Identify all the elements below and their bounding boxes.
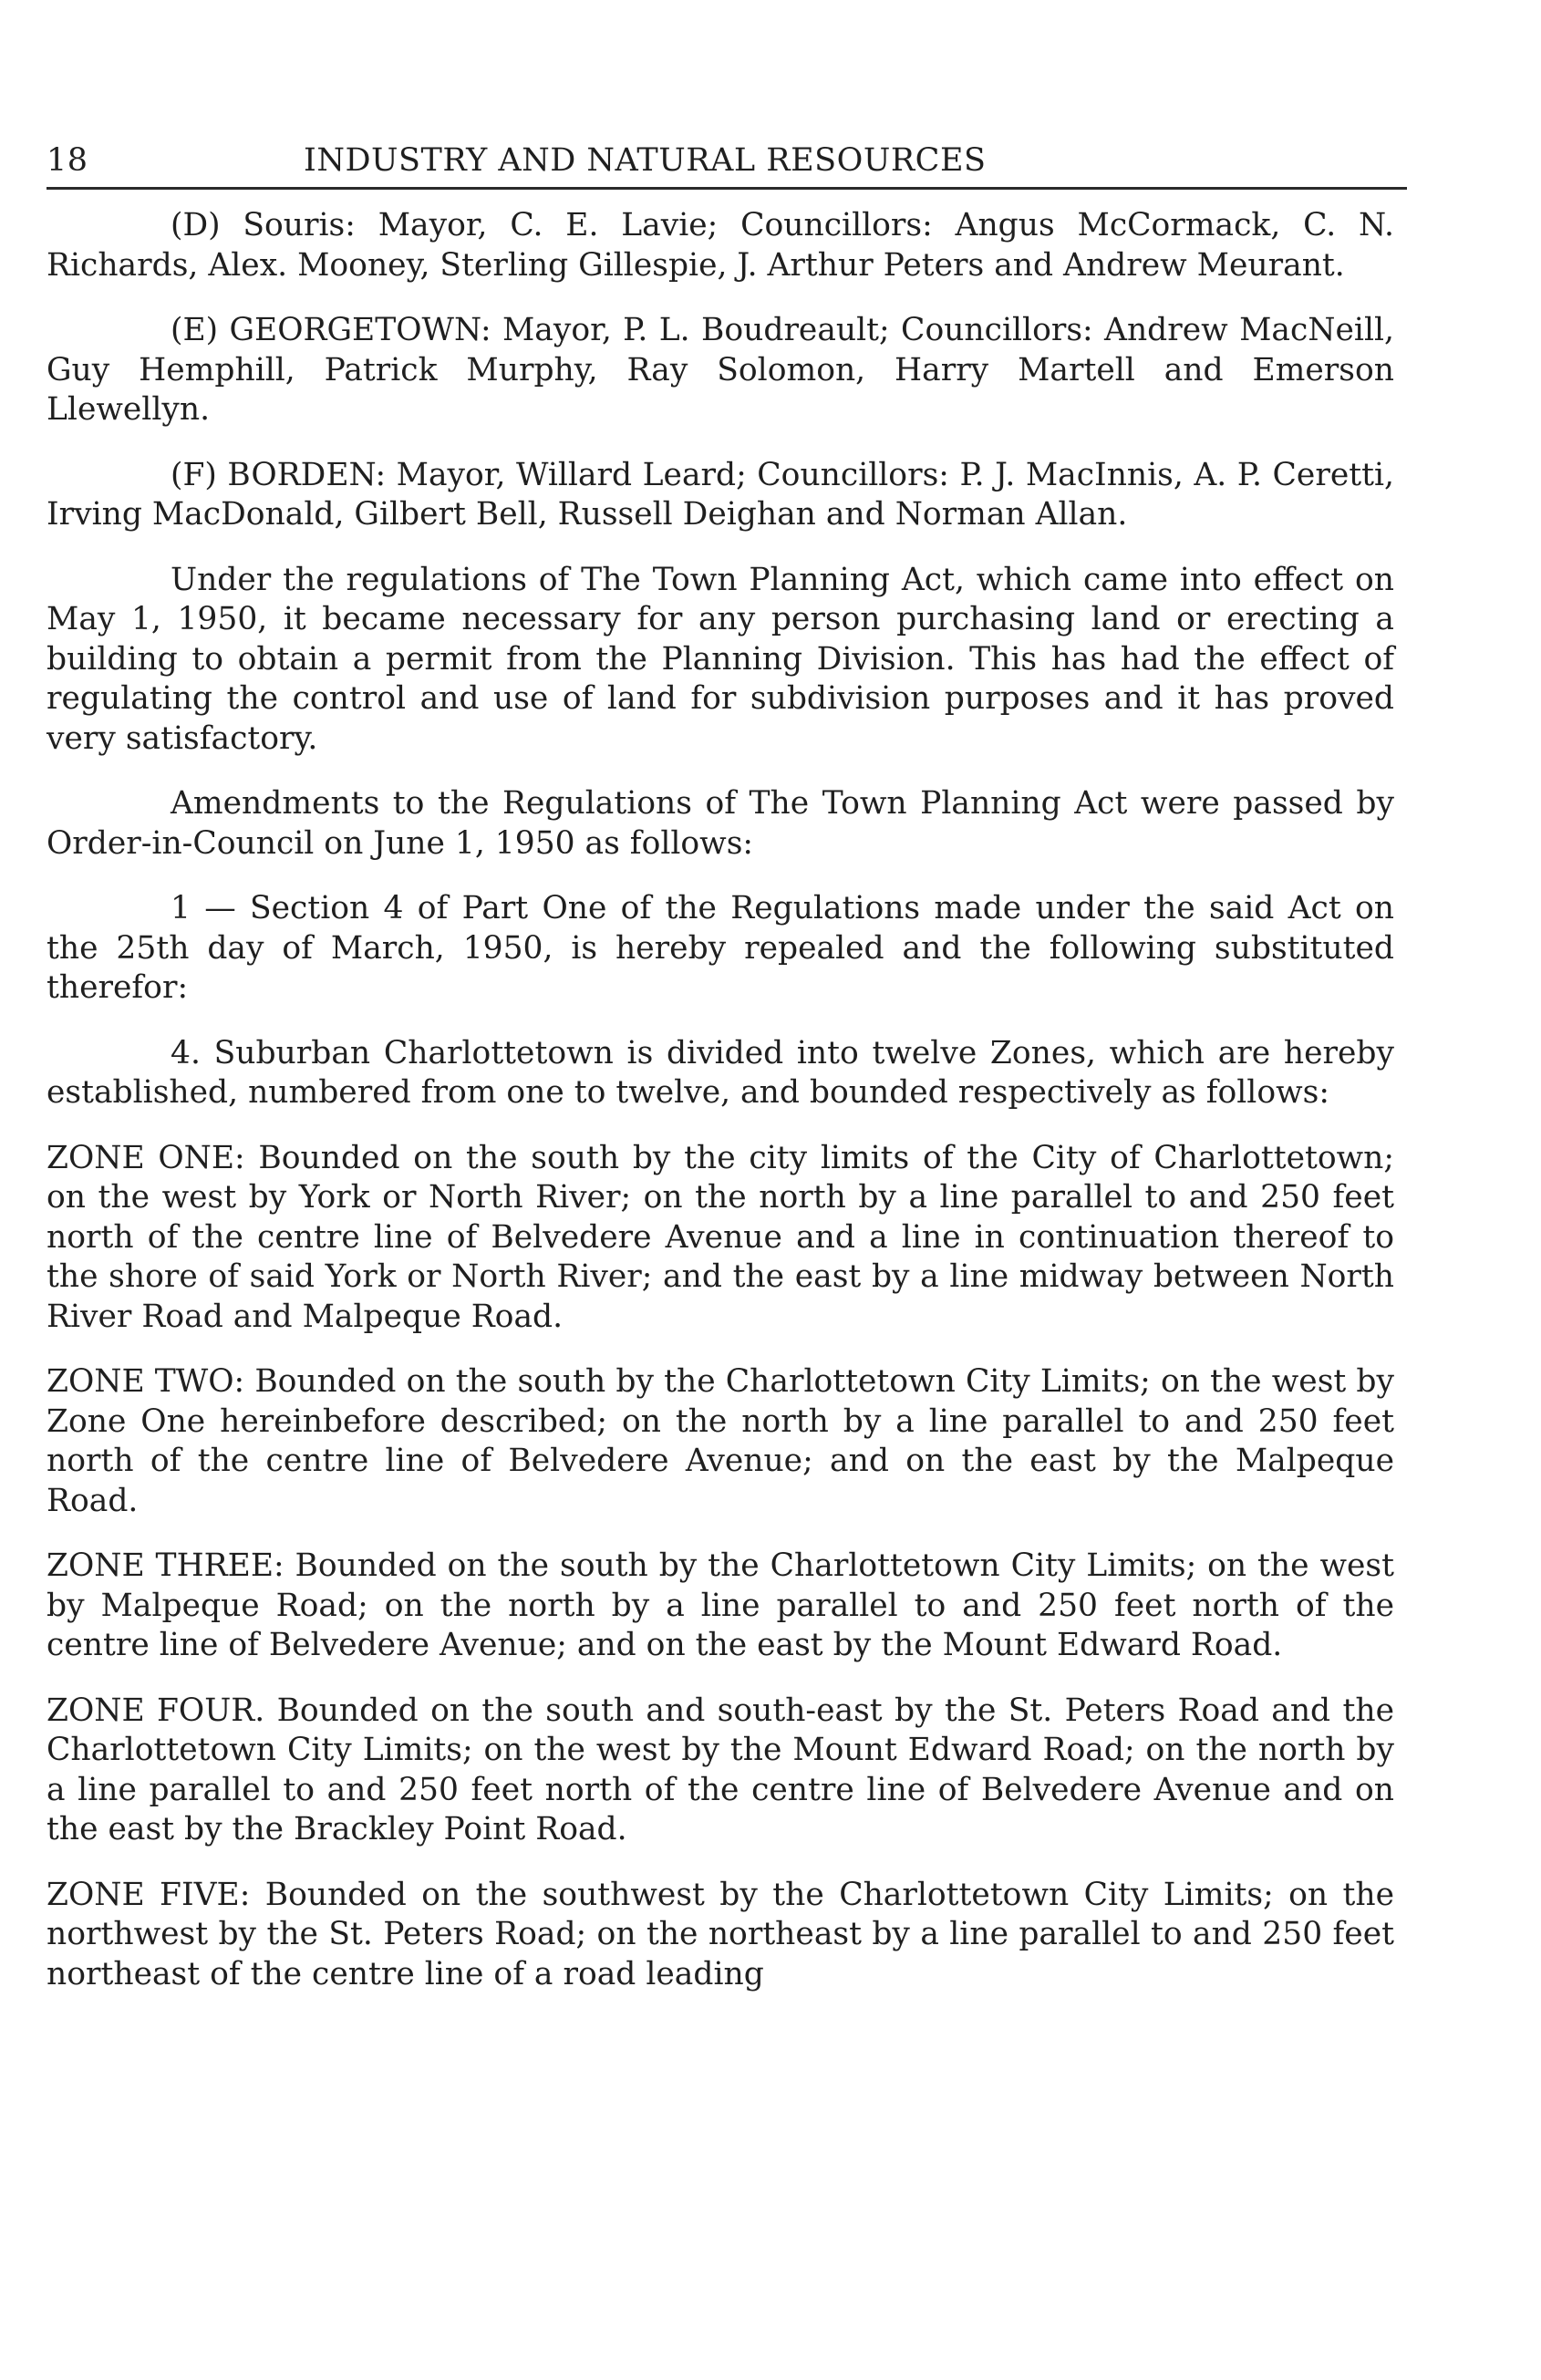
paragraph-amendments: Amendments to the Regulations of The Town Planning Act were passed by Order-in-Council on June 1, 1950 as follows:: [47, 785, 1394, 862]
paragraph-zone-one: ZONE ONE: Bounded on the south by the city limits of the City of Charlottetown; on the west by York or North River; on the north by a line parallel to and 250 feet north of the centre line of Belvedere Avenue and a line in continuation thereof to the shore of said York or North River; and the east by a line midway between North River Road and Malpeque Road.: [47, 1139, 1394, 1335]
paragraph-souris: (D) Souris: Mayor, C. E. Lavie; Councillors: Angus McCormack, C. N. Richards, Alex. Mooney, Sterling Gillespie, J. Arthur Peters and Andrew Meurant.: [47, 207, 1394, 284]
paragraph-georgetown: (E) GEORGETOWN: Mayor, P. L. Boudreault; Councillors: Andrew MacNeill, Guy Hemphill, Patrick Murphy, Ray Solomon, Harry Martell and Emerson Llewellyn.: [47, 312, 1394, 428]
header-rule: [47, 187, 1407, 190]
paragraph-zone-four: ZONE FOUR. Bounded on the south and south-east by the St. Peters Road and the Charlottetown City Limits; on the west by the Mount Edward Road; on the north by a line parallel to and 250 feet north of the centre line of Belvedere Avenue and on the east by the Brackley Point Road.: [47, 1692, 1394, 1847]
paragraph-zone-two: ZONE TWO: Bounded on the south by the Charlottetown City Limits; on the west by Zone One hereinbefore described; on the north by a line parallel to and 250 feet north of the centre line of Belvedere Avenue; and on the east by the Malpeque Road.: [47, 1363, 1394, 1519]
page-header: [47, 135, 1407, 186]
paragraph-town-planning-regulations: Under the regulations of The Town Planning Act, which came into effect on May 1, 1950, it became necessary for any person purchasing land or erecting a building to obtain a permit from the Planning Division. This has had the effect of regulating the control and use of land for subdivision purposes and it has proved very satisfactory.: [47, 561, 1394, 757]
paragraph-zone-five: ZONE FIVE: Bounded on the southwest by the Charlottetown City Limits; on the northwest by the St. Peters Road; on the northeast by a line parallel to and 250 feet northeast of the centre line of a road leading: [47, 1876, 1394, 1992]
paragraph-section-repealed: 1 — Section 4 of Part One of the Regulations made under the said Act on the 25th day of March, 1950, is hereby repealed and the following substituted therefor:: [47, 890, 1394, 1006]
paragraph-zone-three: ZONE THREE: Bounded on the south by the Charlottetown City Limits; on the west by Malpeque Road; on the north by a line parallel to and 250 feet north of the centre line of Belvedere Avenue; and on the east by the Mount Edward Road.: [47, 1547, 1394, 1663]
paragraph-suburban-zones: 4. Suburban Charlottetown is divided into twelve Zones, which are hereby established, numbered from one to twelve, and bounded respectively as follows:: [47, 1034, 1394, 1111]
body-text: [47, 206, 1394, 2020]
paragraph-borden: (F) BORDEN: Mayor, Willard Leard; Councillors: P. J. MacInnis, A. P. Ceretti, Irving MacDonald, Gilbert Bell, Russell Deighan and Norman Allan.: [47, 456, 1394, 533]
running-title: INDUSTRY AND NATURAL RESOURCES: [304, 142, 987, 179]
page-number: 18: [47, 142, 88, 179]
